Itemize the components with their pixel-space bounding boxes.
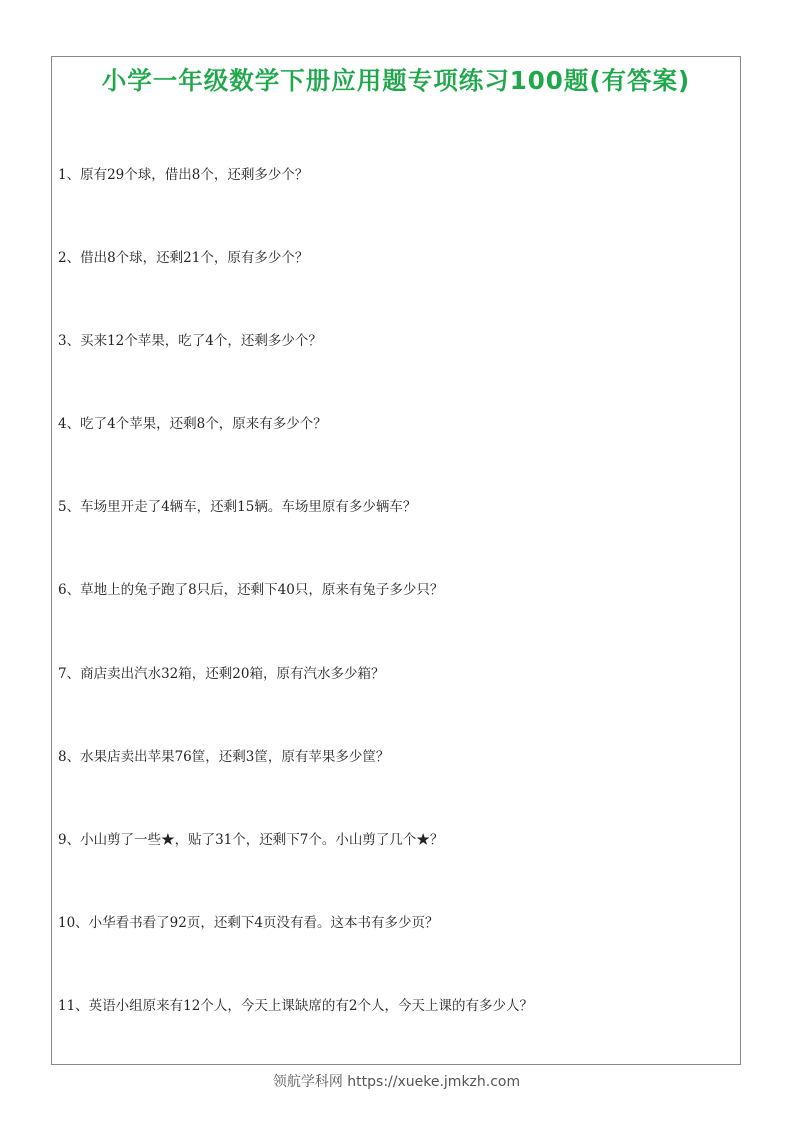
question-item: 2、借出8个球，还剩21个，原有多少个？ [58,250,309,266]
question-item: 1、原有29个球，借出8个，还剩多少个？ [58,167,309,183]
page-title: 小学一年级数学下册应用题专项练习100题(有答案) [101,66,691,95]
question-item: 6、草地上的兔子跑了8只后，还剩下40只，原来有兔子多少只？ [58,582,444,598]
question-item: 9、小山剪了一些★，贴了31个，还剩下7个。小山剪了几个★？ [58,832,444,848]
question-item: 3、买来12个苹果，吃了4个，还剩多少个？ [58,333,322,349]
footer-source-link[interactable]: 领航学科网 https://xueke.jmkzh.com [272,1074,521,1090]
question-item: 7、商店卖出汽水32箱，还剩20箱，原有汽水多少箱？ [58,666,385,682]
page-frame [51,56,741,1065]
question-item: 10、小华看书看了92页，还剩下4页没有看。这本书有多少页？ [58,915,439,931]
question-item: 11、英语小组原来有12个人，今天上课缺席的有2个人，今天上课的有多少人？ [58,998,533,1014]
question-item: 4、吃了4个苹果，还剩8个，原来有多少个？ [58,416,327,432]
question-item: 8、水果店卖出苹果76筐，还剩3筐，原有苹果多少筐？ [58,749,390,765]
question-item: 5、车场里开走了4辆车，还剩15辆。车场里原有多少辆车？ [58,499,417,515]
question-list [52,57,740,1064]
